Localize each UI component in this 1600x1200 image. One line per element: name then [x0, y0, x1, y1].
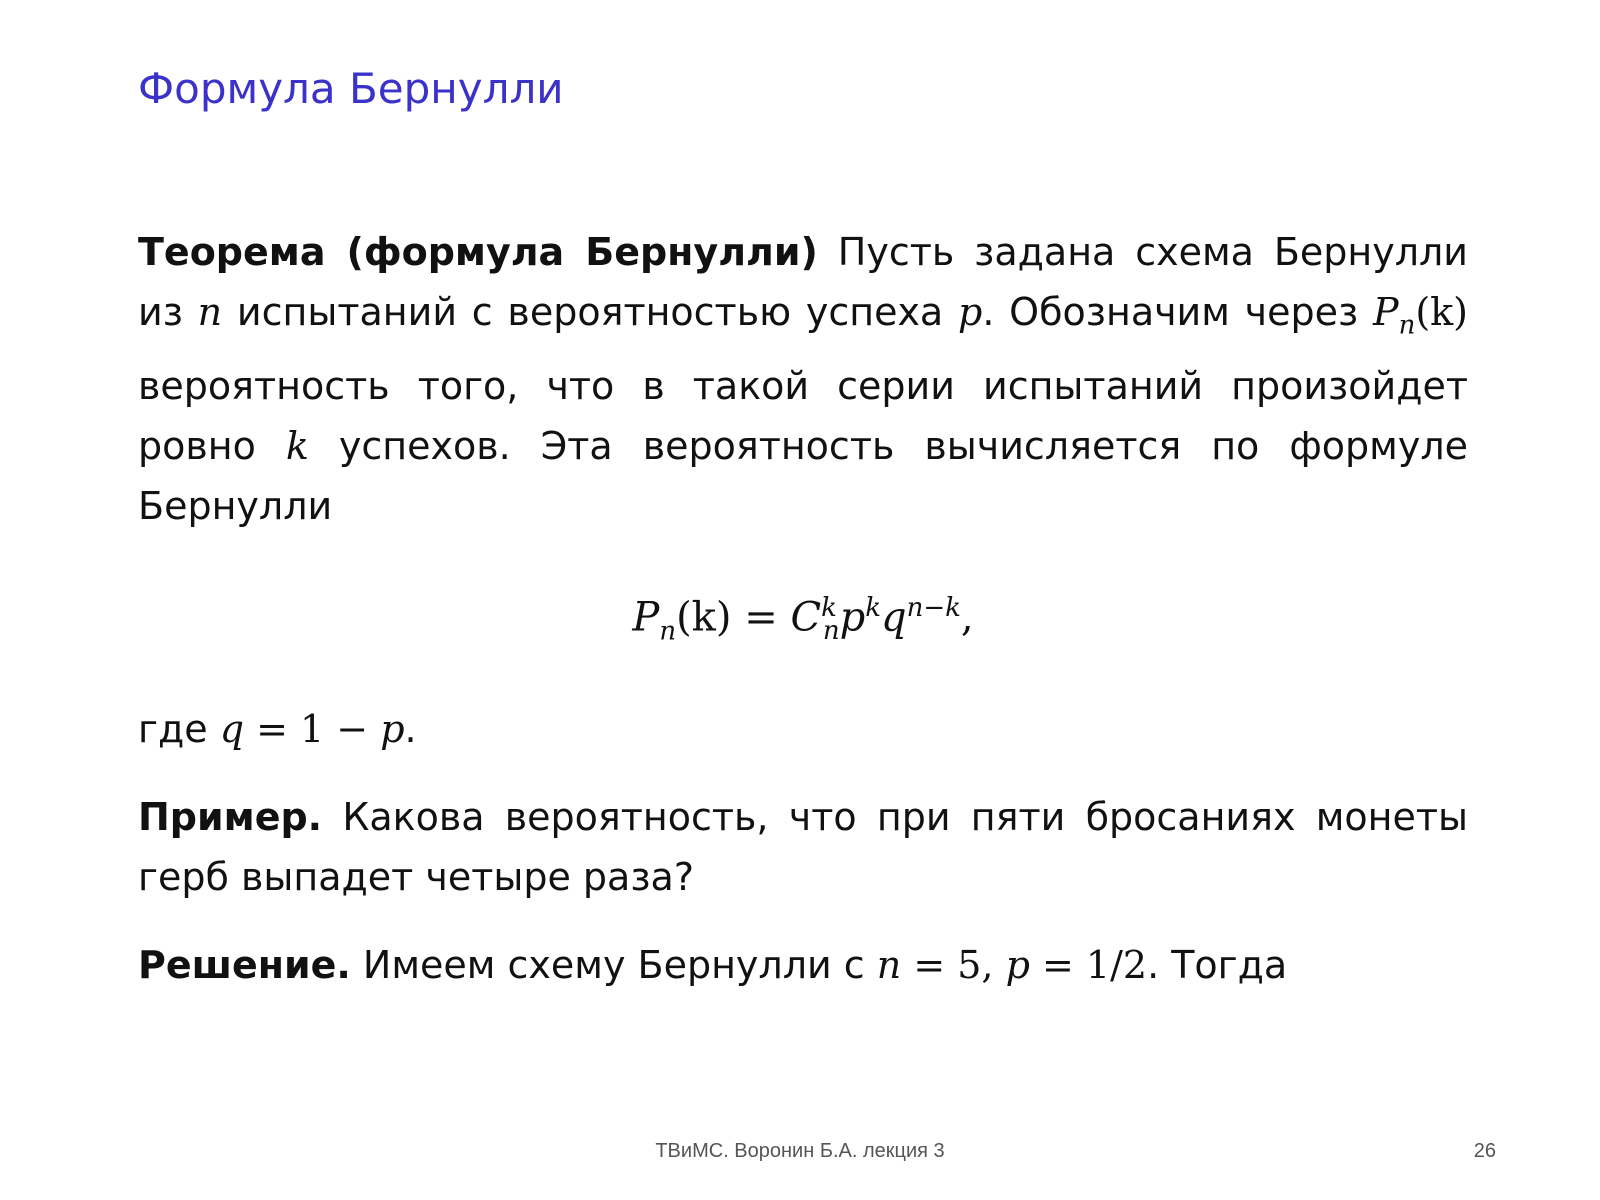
- example-text: Какова вероятность, что при пяти бросаниях монеты герб выпадет четыре раза?: [138, 794, 1468, 899]
- slide-content: [138, 222, 1468, 995]
- math-Pn: $P_n(k)$: [1372, 290, 1468, 341]
- solution-paragraph: Решение. Имеем схему Бернулли с n = 5, p = 1/2. Тогда: [138, 942, 1288, 987]
- math-n: n: [197, 290, 223, 334]
- theorem-text-1: Пусть задана схема Бернулли из: [138, 230, 1468, 334]
- theorem-paragraph: [138, 222, 1468, 536]
- math-k: k: [285, 423, 309, 468]
- theorem-text-4: вероятность того, что в такой серии испытаний произойдет ровно: [138, 363, 1468, 468]
- page-number: 26: [1473, 1140, 1496, 1162]
- solution-label: Решение.: [138, 942, 351, 987]
- example-paragraph: [138, 787, 1468, 907]
- bernoulli-formula: $P_n(k) = C^k_np^kq^{n-k}$,: [632, 592, 974, 646]
- footer-caption: ТВиМС. Воронин Б.А. лекция 3: [655, 1140, 945, 1162]
- theorem-text-5: успехов. Эта вероятность вычисляется по формуле Бернулли: [138, 423, 1468, 528]
- slide-title: Формула Бернулли: [138, 64, 564, 113]
- theorem-text-2: испытаний с вероятностью успеха: [222, 290, 958, 334]
- theorem-label: Теорема (формула Бернулли): [138, 230, 818, 274]
- math-p: p: [958, 290, 983, 334]
- example-label: Пример.: [138, 794, 323, 839]
- theorem-text-3: . Обозначим через: [982, 290, 1373, 334]
- where-line: где q = 1 − p.: [138, 706, 417, 751]
